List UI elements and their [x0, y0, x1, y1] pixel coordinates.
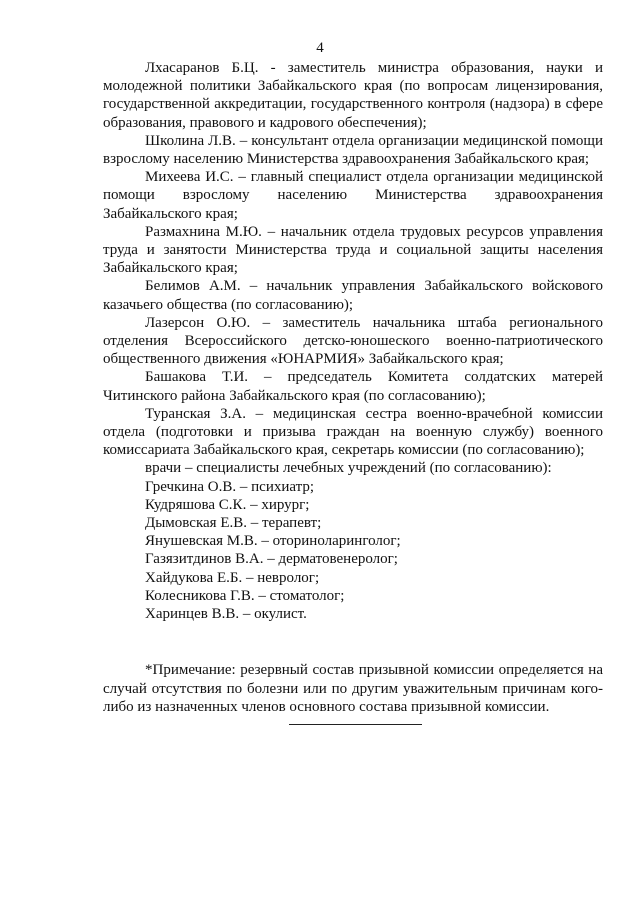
blank-gap: [103, 623, 603, 659]
doctors-intro: врачи – специалисты лечебных учреждений (по согласованию):: [145, 460, 552, 477]
member-paragraph: Лхасаранов Б.Ц. - заместитель министра образования, науки и молодежной политики Забайкальского края (по вопросам лицензирования, государственной аккредитации, государственного контроля (надзора) в сфере образования, правового и кадрового обеспечения);: [103, 60, 603, 131]
member-paragraph: Белимов А.М. – начальник управления Забайкальского войскового казачьего общества (по согласованию);: [103, 278, 603, 313]
doctor-item: Газязитдинов В.А. – дерматовенеролог;: [145, 551, 398, 568]
doctor-item: Кудряшова С.К. – хирург;: [145, 496, 310, 513]
doctor-item: Харинцев В.В. – окулист.: [145, 606, 307, 623]
member-paragraph: Лазерсон О.Ю. – заместитель начальника штаба регионального отделения Всероссийского детско-юношеского военно-патриотического общественного движения «ЮНАРМИЯ» Забайкальского края;: [103, 314, 603, 368]
doctor-item: Дымовская Е.В. – терапевт;: [145, 515, 322, 532]
footnote: *Примечание: резервный состав призывной комиссии определяется на случай отсутствия по болезни или по другим уважительным причинам кого-либо из назначенных членов основного состава призывной комиссии.: [103, 662, 603, 715]
doctor-item: Хайдукова Е.Б. – невролог;: [145, 569, 320, 586]
member-paragraph: Башакова Т.И. – председатель Комитета солдатских матерей Читинского района Забайкальского края (по согласованию);: [103, 369, 603, 404]
member-list: [103, 59, 603, 716]
page-number: 4: [316, 40, 324, 56]
closing-rule: [289, 724, 422, 725]
member-paragraph: Школина Л.В. – консультант отдела организации медицинской помощи взрослому населению Министерства здравоохранения Забайкальского края;: [103, 132, 603, 168]
doctor-item: Янушевская М.В. – оториноларинголог;: [145, 533, 401, 550]
doctor-item: Колесникова Г.В. – стоматолог;: [145, 587, 345, 604]
member-paragraph: Михеева И.С. – главный специалист отдела организации медицинской помощи взрослому населению Министерства здравоохранения Забайкальского края;: [103, 169, 603, 222]
member-paragraph: Размахнина М.Ю. – начальник отдела трудовых ресурсов управления труда и занятости Министерства труда и социальной защиты населения Забайкальского края;: [103, 223, 603, 277]
doctor-item: Гречкина О.В. – психиатр;: [145, 478, 315, 495]
member-paragraph: Туранская З.А. – медицинская сестра военно-врачебной комиссии отдела (подготовки и призыва граждан на военную службу) военного комиссариата Забайкальского края, секретарь комиссии (по согласованию);: [103, 405, 603, 459]
